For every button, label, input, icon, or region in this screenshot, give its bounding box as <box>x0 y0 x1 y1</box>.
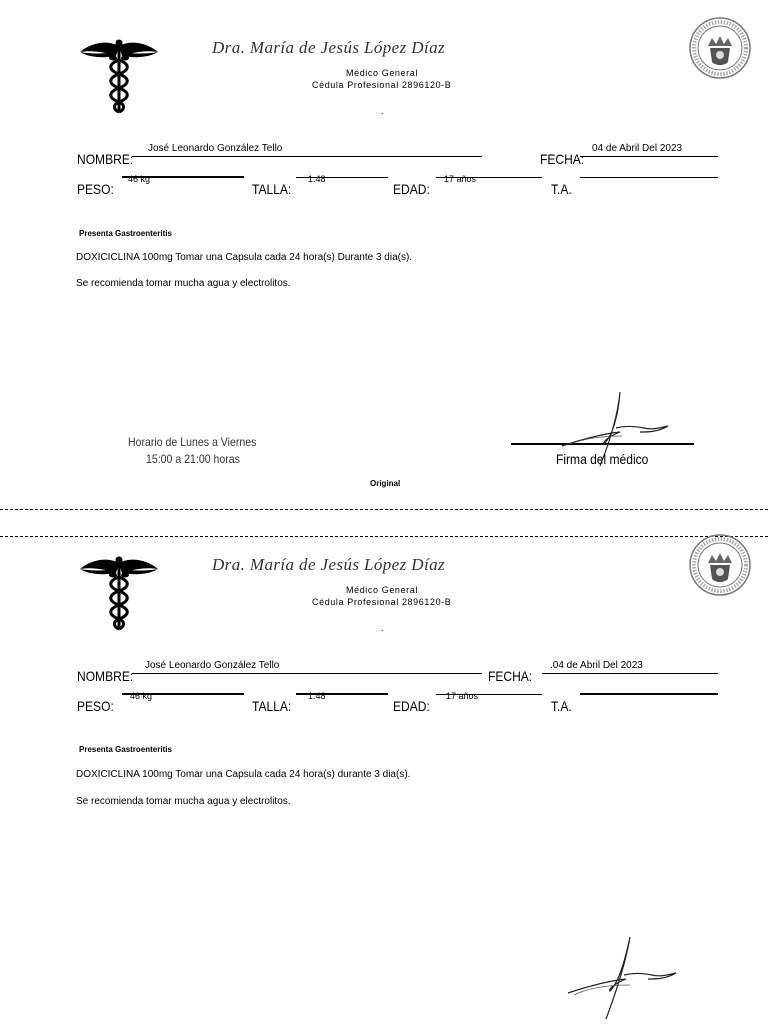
recommendation-text: Se recomienda tomar mucha agua y electrolitos. <box>76 278 291 289</box>
fecha-line <box>580 156 718 157</box>
edad-label: EDAD: <box>393 698 430 714</box>
edad-line <box>436 694 542 695</box>
talla-value: 1.48 <box>308 174 326 184</box>
ta-line <box>580 693 718 695</box>
caduceus-icon <box>78 555 160 633</box>
fecha-label: FECHA: <box>540 151 585 167</box>
diagnosis: Presenta Gastroenteritis <box>79 745 172 754</box>
talla-label: TALLA: <box>252 181 292 197</box>
nombre-line <box>132 156 482 157</box>
peso-line <box>122 693 244 695</box>
copy-label: Original <box>370 479 401 488</box>
prescription-original <box>0 0 768 500</box>
doctor-specialty: Médico General <box>346 68 418 78</box>
ta-label: T.A. <box>551 698 572 714</box>
schedule-line-1: Horario de Lunes a Viernes <box>128 435 257 449</box>
caduceus-icon <box>78 38 160 116</box>
nombre-label: NOMBRE: <box>77 151 134 167</box>
peso-label: PESO: <box>77 698 114 714</box>
doctor-name: Dra. María de Jesús López Díaz <box>212 555 445 574</box>
fecha-line <box>542 673 718 674</box>
diagnosis: Presenta Gastroenteritis <box>79 229 172 238</box>
nombre-label: NOMBRE: <box>77 668 134 684</box>
signature-label: Firma del médico <box>556 451 649 467</box>
peso-value: 46 kg <box>128 174 151 184</box>
talla-line <box>296 177 388 178</box>
signature-scribble <box>566 935 686 1023</box>
prescription-copy <box>0 517 768 1017</box>
header-dot: . <box>381 623 385 633</box>
edad-value: 17 años <box>446 691 479 701</box>
ta-line <box>580 177 718 178</box>
doctor-specialty: Médico General <box>346 585 418 595</box>
edad-label: EDAD: <box>393 181 430 197</box>
prescription-text: DOXICICLINA 100mg Tomar una Capsula cada 24 hora(s) Durante 3 dia(s). <box>76 252 413 263</box>
fecha-value: .04 de Abril Del 2023 <box>550 660 643 671</box>
header-dot: . <box>381 106 385 116</box>
talla-label: TALLA: <box>252 698 292 714</box>
fecha-label: FECHA: <box>488 668 533 684</box>
patient-name-value: José Leonardo González Tello <box>145 660 280 671</box>
nombre-line <box>132 673 482 674</box>
schedule-line-2: 15:00 a 21:00 horas <box>146 452 240 466</box>
doctor-name: Dra. María de Jesús López Díaz <box>212 38 445 57</box>
prescription-text: DOXICICLINA 100mg Tomar una Capsula cada 24 hora(s) durante 3 dia(s). <box>76 769 411 780</box>
doctor-license: Cédula Profesional 2896120-B <box>312 597 452 607</box>
talla-line <box>296 693 388 695</box>
talla-value: 1.48 <box>308 691 326 701</box>
peso-value: 46 kg <box>130 691 153 701</box>
edad-line <box>436 177 542 178</box>
peso-label: PESO: <box>77 181 114 197</box>
ta-label: T.A. <box>551 181 572 197</box>
cut-line-top <box>0 509 768 510</box>
university-seal <box>686 16 754 80</box>
peso-line <box>122 176 244 178</box>
patient-name-value: José Leonardo González Tello <box>148 143 283 154</box>
fecha-value: 04 de Abril Del 2023 <box>592 143 683 154</box>
recommendation-text: Se recomienda tomar mucha agua y electrolitos. <box>76 796 291 807</box>
edad-value: 17 años <box>444 174 477 184</box>
university-seal <box>686 533 754 597</box>
doctor-license: Cédula Profesional 2896120-B <box>312 80 452 90</box>
